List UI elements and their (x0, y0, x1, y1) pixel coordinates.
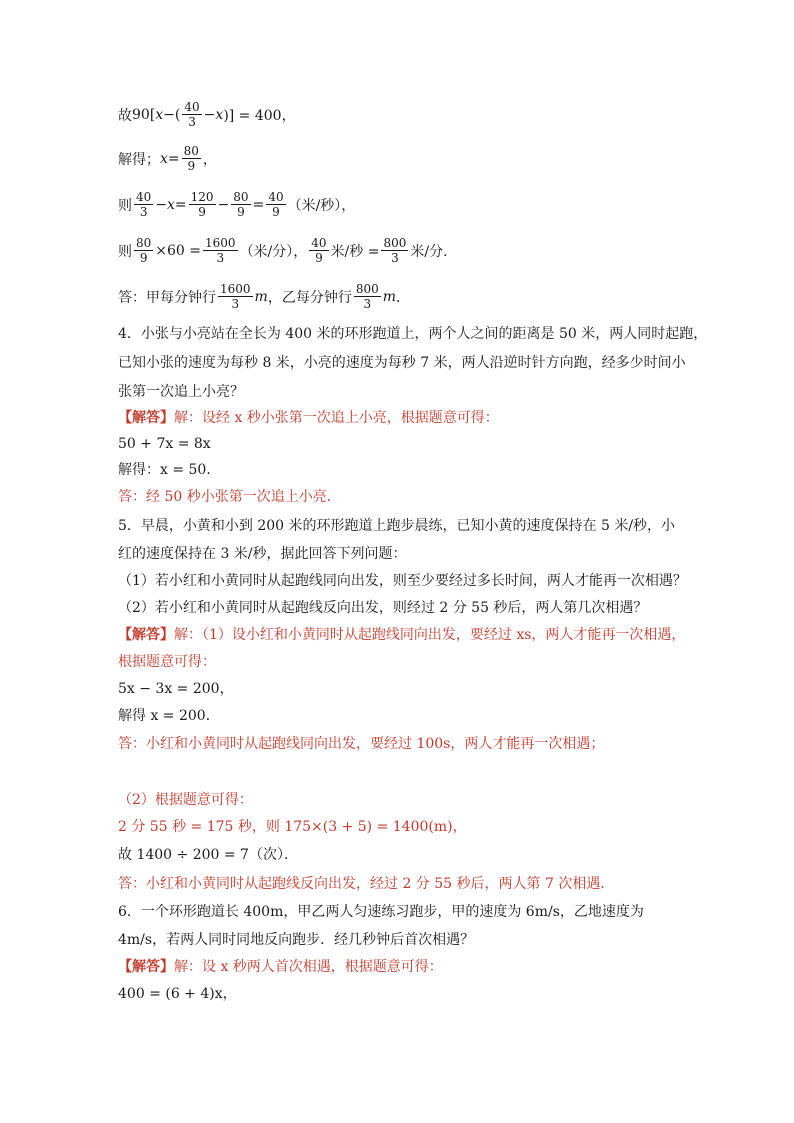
fraction: $\frac{1600}{3}$ (220, 282, 251, 311)
math-text: 90[ (132, 106, 156, 123)
text: 则 (118, 197, 132, 214)
q4-equation: 50 + 7x = 8x (118, 436, 211, 452)
fraction: $\frac{800}{3}$ (383, 236, 407, 265)
q5-part-2: （2）若小红和小黄同时从起跑线反向出发，则经过 2 分 55 秒后，两人第几次相遇？ (118, 600, 648, 616)
answer-line-q3 (118, 282, 410, 311)
fraction: $\frac{80}{9}$ (136, 236, 152, 265)
q6-line-1: 6．一个环形跑道长 400m，甲乙两人匀速练习跑步，甲的速度为 6m/s，乙地速度为 (118, 904, 644, 920)
math-text: = (252, 196, 265, 213)
text: （米/分）， (239, 243, 308, 260)
math-var: x (215, 106, 224, 123)
q5-solution (118, 625, 685, 645)
math-text: − (217, 196, 230, 213)
math-var: m (382, 288, 397, 305)
fraction: $\frac{40}{3}$ (136, 190, 152, 219)
q5-solution-2: （2）根据题意可得： (118, 792, 253, 808)
fraction: $\frac{80}{9}$ (183, 144, 199, 173)
q5-result-1: 解得 x = 200． (118, 708, 220, 724)
q4-line-2: 已知小张的速度为每秒 8 米，小亮的速度为每秒 7 米，两人沿逆时针方向跑，经多少时间小 (118, 355, 686, 371)
text: 米/秒 = (330, 243, 380, 260)
q4-line-1: 4．小张与小亮站在全长为 400 米的环形跑道上，两个人之间的距离是 50 米，两人同时起跑， (118, 326, 708, 342)
q6-equation: 400 = (6 + 4)x， (118, 986, 237, 1002)
q5-answer-1: 答：小红和小黄同时从起跑线同向出发，要经过 100s，两人才能再一次相遇； (118, 736, 605, 752)
fraction: $\frac{40}{9}$ (268, 190, 284, 219)
fraction: $\frac{1600}{3}$ (205, 236, 236, 265)
q5-answer-2: 答：小红和小黄同时从起跑线反向出发，经过 2 分 55 秒后，两人第 7 次相遇． (118, 876, 615, 892)
fraction: $\frac{800}{3}$ (355, 282, 379, 311)
equation-line-1 (118, 100, 296, 129)
text: ． (396, 289, 411, 306)
text: 解得； (118, 151, 160, 168)
q4-line-3: 张第一次追上小亮？ (118, 384, 244, 400)
equation-line-2 (118, 144, 217, 173)
fraction: $\frac{120}{9}$ (190, 190, 214, 219)
math-text: )] = 400， (223, 107, 296, 124)
answer-tag: 【解答】 (118, 627, 174, 643)
math-text: = (174, 196, 187, 213)
math-text: = (167, 150, 180, 167)
q5-solution-cont: 根据题意可得： (118, 654, 216, 670)
q4-solution (118, 408, 499, 428)
text: ，乙每分钟行 (267, 289, 352, 306)
math-text: ， (202, 151, 217, 168)
math-var: x (167, 196, 175, 213)
text: （米/秒）， (287, 197, 356, 214)
q4-solution-text: 解：设经 x 秒小张第一次追上小亮，根据题意可得： (174, 410, 499, 426)
text: 故 (118, 107, 132, 124)
q6-solution (118, 957, 443, 977)
q6-line-2: 4m/s，若两人同时同地反向跑步．经几秒钟后首次相遇？ (118, 932, 475, 948)
answer-tag: 【解答】 (118, 410, 174, 426)
math-text: ×60 = (155, 242, 202, 259)
text: 答：甲每分钟行 (118, 289, 216, 306)
fraction: $\frac{40}{3}$ (184, 100, 200, 129)
q5-line-2: 红的速度保持在 3 米/秒，据此回答下列问题： (118, 546, 407, 562)
fraction: $\frac{80}{9}$ (233, 190, 249, 219)
text: 则 (118, 243, 132, 260)
q5-equation-2: 2 分 55 秒 = 175 秒，则 175×(3 + 5) = 1400(m)， (118, 819, 467, 835)
math-text: − (155, 196, 168, 213)
q5-line-1: 5．早晨，小黄和小到 200 米的环形跑道上跑步晨练，已知小黄的速度保持在 5 米/秒，小 (118, 518, 676, 534)
math-var: x (155, 106, 164, 123)
fraction: $\frac{40}{9}$ (311, 236, 327, 265)
math-text: −( (163, 106, 181, 123)
q5-part-1: （1）若小红和小黄同时从起跑线同向出发，则至少要经过多长时间，两人才能再一次相遇？ (118, 573, 687, 589)
text: 米/分． (410, 243, 458, 260)
equation-line-3 (118, 190, 355, 219)
q5-equation-3: 故 1400 ÷ 200 = 7（次）． (118, 847, 298, 863)
q6-solution-text: 解：设 x 秒两人首次相遇，根据题意可得： (174, 959, 443, 975)
q5-solution-text: 解：（1）设小红和小黄同时从起跑线同向出发，要经过 xs，两人才能再一次相遇， (174, 627, 686, 643)
q4-answer: 答：经 50 秒小张第一次追上小亮． (118, 489, 341, 505)
q5-equation-1: 5x − 3x = 200， (118, 681, 234, 697)
equation-line-4 (118, 236, 457, 265)
q4-result: 解得：x = 50． (118, 462, 221, 478)
answer-tag: 【解答】 (118, 959, 174, 975)
math-var: m (254, 288, 268, 305)
math-text: − (203, 106, 216, 123)
math-var: x (160, 150, 168, 167)
